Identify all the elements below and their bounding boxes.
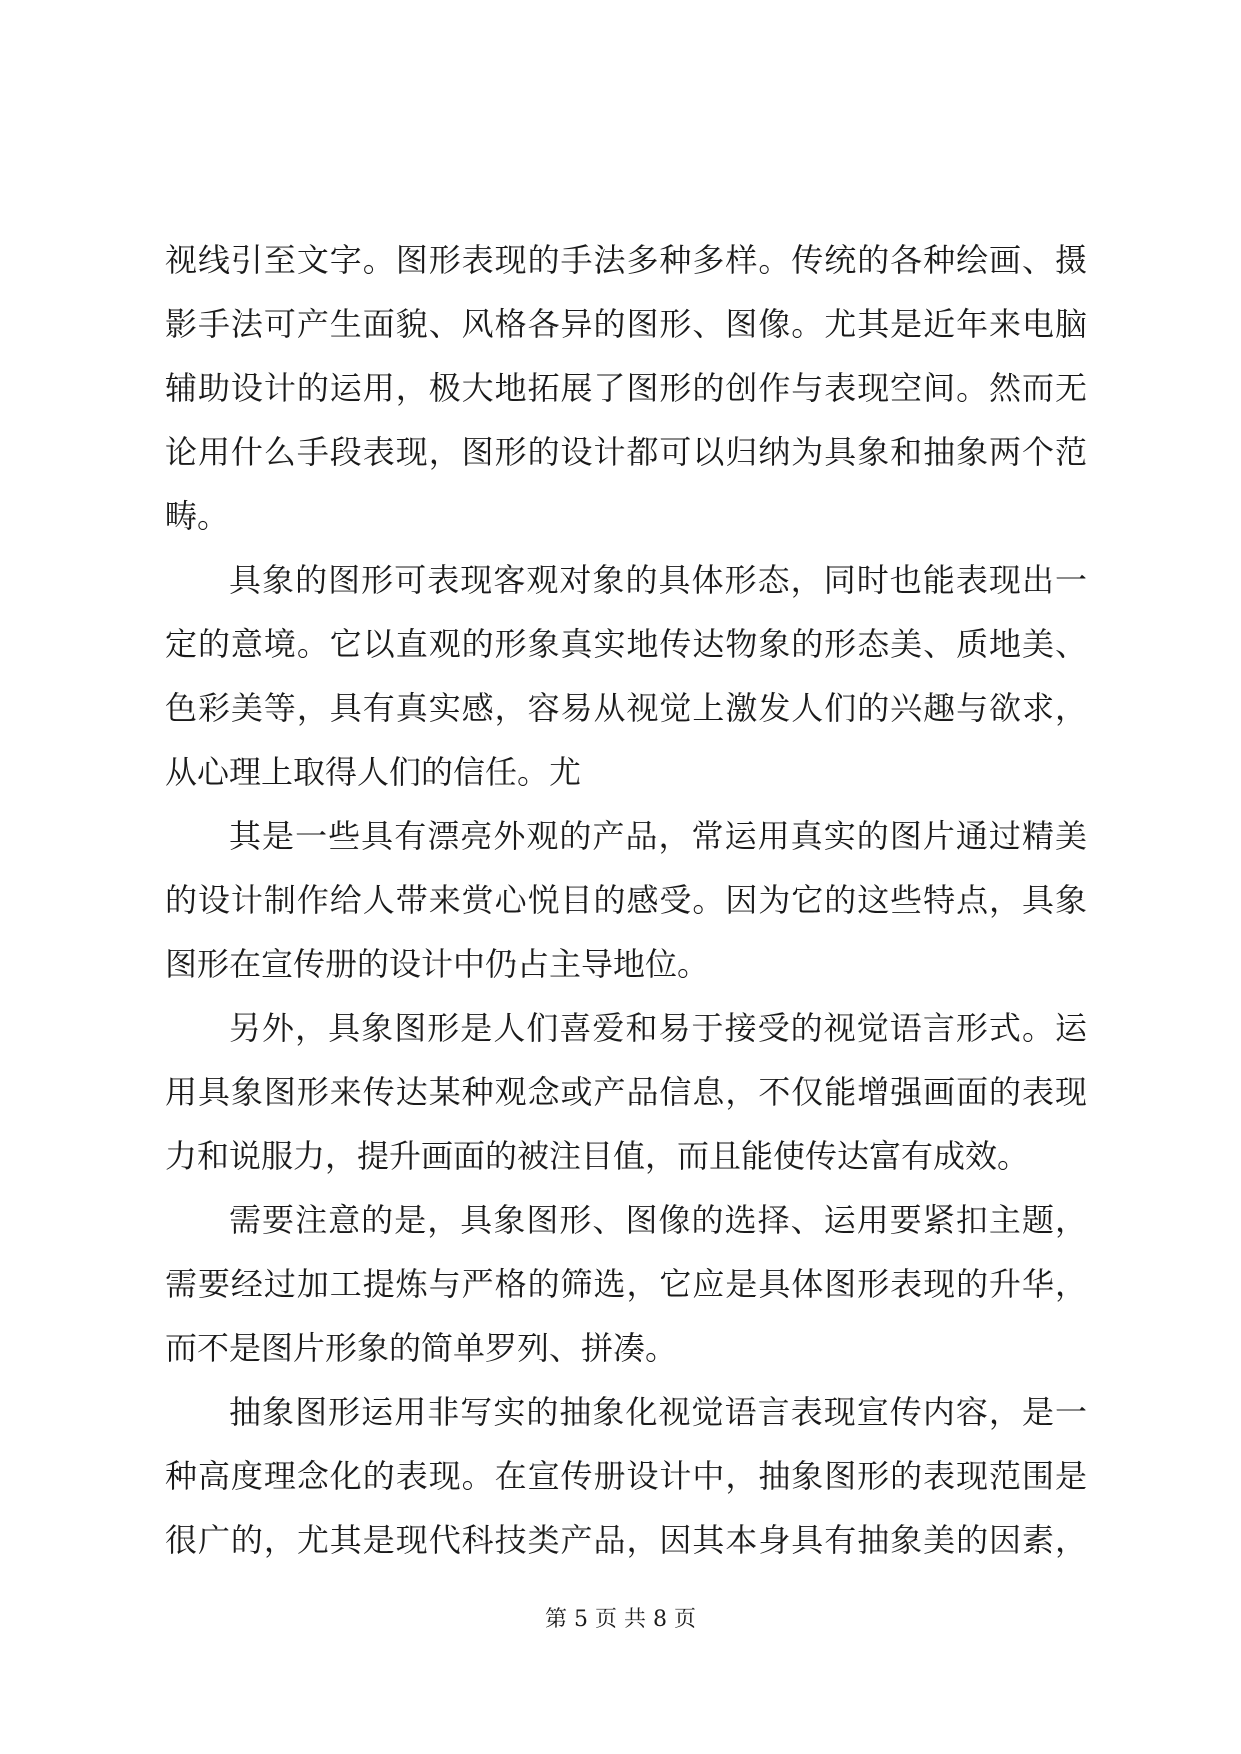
text-line: 力和说服力，提升画面的被注目值，而且能使传达富有成效。 xyxy=(165,1137,1030,1175)
body-text xyxy=(165,228,1087,1572)
text-line: 很广的，尤其是现代科技类产品，因其本身具有抽象美的因素， xyxy=(165,1521,1087,1559)
text-line: 论用什么手段表现，图形的设计都可以归纳为具象和抽象两个范 xyxy=(165,433,1087,471)
page-number-footer: 第 5 页 共 8 页 xyxy=(545,1607,696,1632)
text-line: 另外，具象图形是人们喜爱和易于接受的视觉语言形式。运 xyxy=(229,1009,1087,1047)
paragraph xyxy=(165,228,1087,548)
text-line: 具象的图形可表现客观对象的具体形态，同时也能表现出一 xyxy=(229,561,1087,599)
paragraph xyxy=(165,996,1087,1188)
text-line: 需要经过加工提炼与严格的筛选，它应是具体图形表现的升华， xyxy=(165,1265,1087,1303)
text-line: 影手法可产生面貌、风格各异的图形、图像。尤其是近年来电脑 xyxy=(165,305,1087,343)
paragraph xyxy=(165,1380,1087,1572)
text-line: 辅助设计的运用，极大地拓展了图形的创作与表现空间。然而无 xyxy=(165,369,1087,407)
text-line: 畴。 xyxy=(165,497,230,535)
paragraph xyxy=(165,548,1087,804)
text-line: 视线引至文字。图形表现的手法多种多样。传统的各种绘画、摄 xyxy=(165,241,1087,279)
paragraph xyxy=(165,804,1087,996)
text-line: 图形在宣传册的设计中仍占主导地位。 xyxy=(165,945,710,983)
text-line: 其是一些具有漂亮外观的产品，常运用真实的图片通过精美 xyxy=(229,817,1087,855)
text-line: 的设计制作给人带来赏心悦目的感受。因为它的这些特点，具象 xyxy=(165,881,1087,919)
paragraph xyxy=(165,1188,1087,1380)
text-line: 种高度理念化的表现。在宣传册设计中，抽象图形的表现范围是 xyxy=(165,1457,1087,1495)
text-line: 用具象图形来传达某种观念或产品信息，不仅能增强画面的表现 xyxy=(165,1073,1087,1111)
text-line: 从心理上取得人们的信任。尤 xyxy=(165,753,582,791)
text-line: 定的意境。它以直观的形象真实地传达物象的形态美、质地美、 xyxy=(165,625,1087,663)
text-line: 需要注意的是，具象图形、图像的选择、运用要紧扣主题， xyxy=(229,1201,1087,1239)
text-line: 色彩美等，具有真实感，容易从视觉上激发人们的兴趣与欲求， xyxy=(165,689,1087,727)
text-line: 抽象图形运用非写实的抽象化视觉语言表现宣传内容，是一 xyxy=(229,1393,1087,1431)
text-line: 而不是图片形象的简单罗列、拼凑。 xyxy=(165,1329,678,1367)
